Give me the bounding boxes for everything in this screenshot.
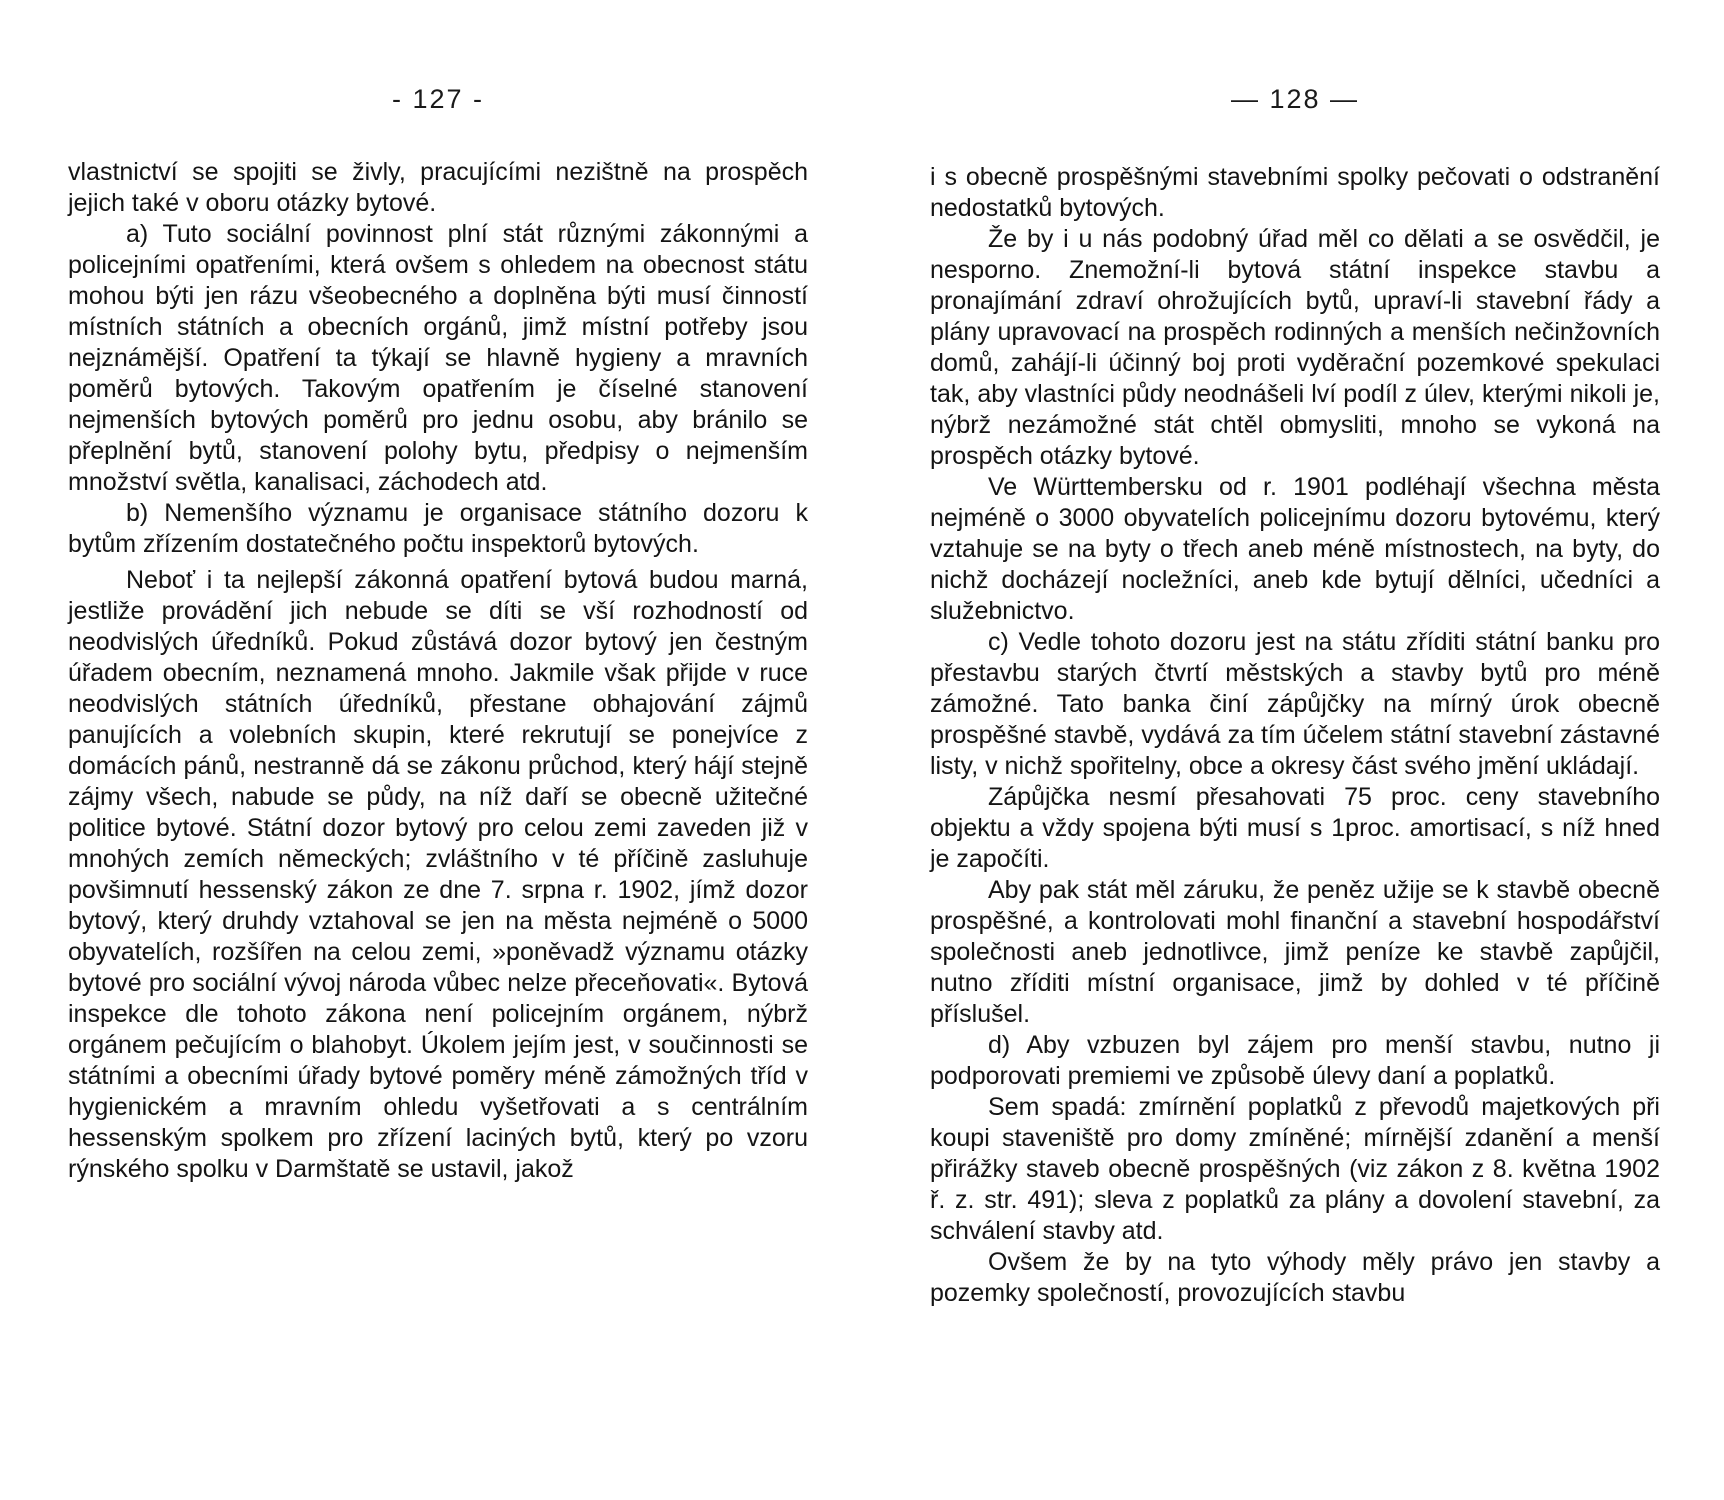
paragraph: Aby pak stát měl záruku, že peněz užije se k stavbě obecně prospěšné, a kontrolovati mohl finanční a stavební hospodářství společnosti aneb jednotlivce, jimž peníze ke stavbě zapůjčil, nutno zříditi místní organisace, jimž by dohled v té příčině příslušel. <box>930 876 1660 1028</box>
page-number: — 128 — <box>1230 84 1360 114</box>
paragraph: d) Aby vzbuzen byl zájem pro menší stavbu, nutno ji podporovati premiemi ve způsobě úlevy daní a poplatků. <box>930 1031 1660 1090</box>
paragraph: Zápůjčka nesmí přesahovati 75 proc. ceny stavebního objektu a vždy spojena býti musí s 1proc. amortisací, s níž hned je započíti. <box>930 783 1660 873</box>
left-page <box>68 0 808 1500</box>
page-number: - 127 - <box>391 84 485 114</box>
right-page <box>930 0 1660 1500</box>
paragraph: i s obecně prospěšnými stavebními spolky pečovati o odstranění nedostatků bytových. <box>930 163 1660 222</box>
paragraph: Ve Württembersku od r. 1901 podléhají všechna města nejméně o 3000 obyvatelích policejnímu dozoru bytovému, který vztahuje se na byty o třech aneb méně místnostech, na byty, do nichž docházejí nocležníci, aneb kde bytují dělníci, učedníci a služebnictvo. <box>930 473 1660 625</box>
paragraph: vlastnictví se spojiti se živly, pracujícími nezištně na prospěch jejich také v oboru otázky bytové. <box>68 158 808 217</box>
text-column <box>68 157 808 1185</box>
paragraph: Neboť i ta nejlepší zákonná opatření bytová budou marná, jestliže provádění jich nebude se díti se vší rozhodností od neodvislých úředníků. Pokud zůstává dozor bytový jen čestným úřadem obecním, neznamená mnoho. Jakmile však přijde v ruce neodvislých státních úředníků, přestane obhajování zájmů panujících a volebních skupin, které rekrutují se ponejvíce z domácích pánů, nestranně dá se zákonu průchod, který hájí stejně zájmy všech, nabude se půdy, na níž daří se obecně užitečné politice bytové. Státní dozor bytový pro celou zemi zaveden již v mnohých zemích německých; zvláštního v té příčině zasluhuje povšimnutí hessenský zákon ze dne 7. srpna r. 1902, jímž dozor bytový, který druhdy vztahoval se jen na města nejméně o 5000 obyvatelích, rozšířen na celou zemi, »poněvadž významu otázky bytové pro sociální vývoj národa vůbec nelze přeceňovati«. Bytová inspekce dle tohoto zákona není policejním orgánem, nýbrž orgánem pečujícím o blahobyt. Úkolem jejím jest, v součinnosti se státními a obecními úřady bytové poměry méně zámožných tříd v hygienickém a mravním ohledu vyšetřovati a s centrálním hessenským spolkem pro zřízení laciných bytů, který po vzoru rýnského spolku v Darmštatě se ustavil, jakož <box>68 566 808 1183</box>
paragraph: c) Vedle tohoto dozoru jest na státu zříditi státní banku pro přestavbu starých čtvrtí městských a stavby bytů pro méně zámožné. Tato banka činí zápůjčky na mírný úrok obecně prospěšné stavbě, vydává za tím účelem státní stavební zástavné listy, v nichž spořitelny, obce a okresy část svého jmění ukládají. <box>930 628 1660 780</box>
paragraph: Sem spadá: zmírnění poplatků z převodů majetkových při koupi staveniště pro domy zmíněné; mírnější zdanění a menší přirážky staveb obecně prospěšných (viz zákon z 8. května 1902 ř. z. str. 491); sleva z poplatků za plány a dovolení stavební, za schválení stavby atd. <box>930 1093 1660 1245</box>
paragraph: Že by i u nás podobný úřad měl co dělati a se osvědčil, je nesporno. Znemožní-li bytová státní inspekce stavbu a pronajímání zdraví ohrožujících bytů, upraví-li stavební řády a plány upravovací na prospěch rodinných a menších nečinžovních domů, zahájí-li účinný boj proti vyděrační pozemkové spekulaci tak, aby vlastníci půdy neodnášeli lví podíl z úlev, kterými nikoli je, nýbrž nezámožné stát chtěl obmysliti, mnoho se vykoná na prospěch otázky bytové. <box>930 225 1660 470</box>
paragraph: a) Tuto sociální povinnost plní stát různými zákonnými a policejními opatřeními, která ovšem s ohledem na obecnost státu mohou býti jen rázu všeobecného a doplněna býti musí činností místních státních a obecních orgánů, jimž místní potřeby jsou nejznámější. Opatření ta týkají se hlavně hygieny a mravních poměrů bytových. Takovým opatřením je číselné stanovení nejmenších bytových poměrů pro jednu osobu, aby bránilo se přeplnění bytů, stanovení polohy bytu, předpisy o nejmenším množství světla, kanalisaci, záchodech atd. <box>68 220 808 496</box>
paragraph: b) Nemenšího významu je organisace státního dozoru k bytům zřízením dostatečného počtu inspektorů bytových. <box>68 499 808 558</box>
text-column <box>930 162 1660 1309</box>
paragraph: Ovšem že by na tyto výhody měly právo jen stavby a pozemky společností, provozujících stavbu <box>930 1248 1660 1307</box>
